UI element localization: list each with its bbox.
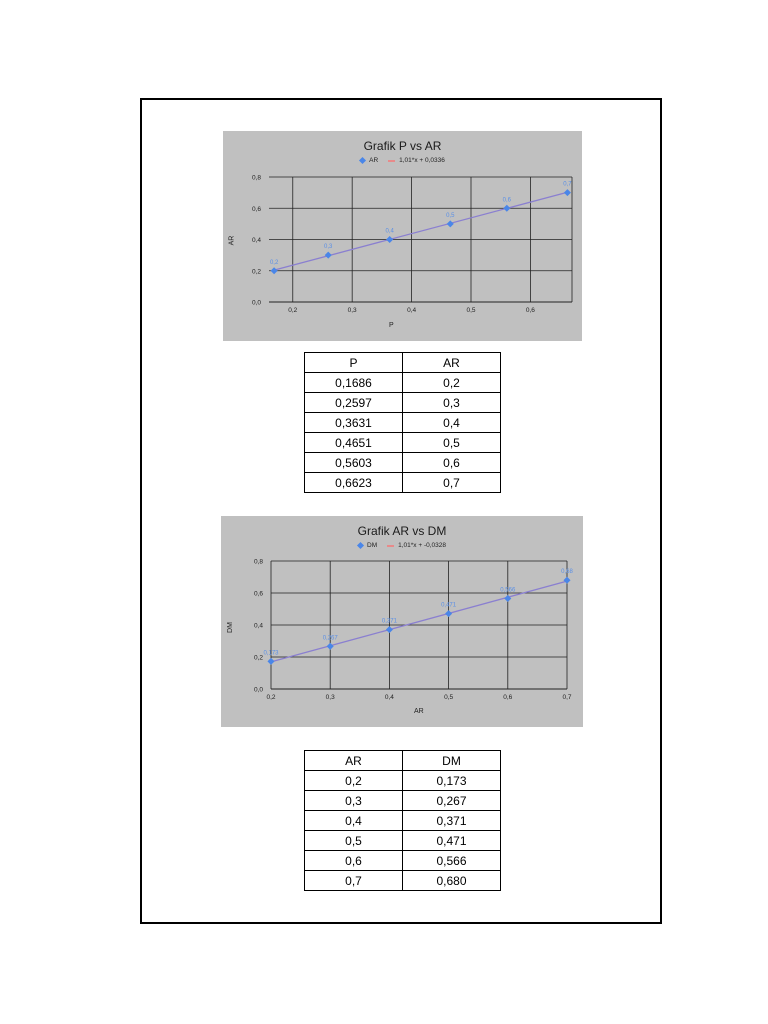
data-point: [327, 643, 334, 650]
data-label: 0,2: [269, 259, 279, 266]
data-table-ar-dm: [304, 750, 501, 891]
chart-title: Grafik P vs AR: [363, 139, 442, 153]
legend-series-label: AR: [369, 157, 379, 164]
data-point: [503, 205, 510, 212]
table-row: [305, 851, 501, 871]
y-tick-label: 0,0: [251, 299, 261, 307]
table-cell: 0,2: [305, 771, 403, 791]
table-cell: 0,371: [403, 811, 501, 831]
table-row: [305, 771, 501, 791]
x-tick-label: 0,4: [384, 694, 394, 701]
table-cell: 0,4: [305, 811, 403, 831]
table-cell: 0,6: [403, 453, 501, 473]
y-axis-title: AR: [228, 235, 236, 246]
table-cell: 0,5: [403, 433, 501, 453]
y-tick-label: 0,2: [253, 654, 263, 662]
y-tick-label: 0,6: [253, 590, 263, 598]
table-row: [305, 811, 501, 831]
x-tick-label: 0,6: [503, 694, 513, 701]
x-axis-title: P: [389, 322, 394, 329]
table-cell: 0,3631: [305, 413, 403, 433]
data-point: [563, 577, 570, 584]
x-tick-label: 0,3: [347, 307, 357, 314]
y-tick-label: 0,2: [251, 268, 261, 276]
x-axis-title: AR: [414, 708, 424, 715]
table-cell: 0,4651: [305, 433, 403, 453]
y-tick-label: 0,8: [251, 174, 261, 182]
table-header-cell: AR: [305, 751, 403, 771]
table-row: [305, 433, 501, 453]
data-label: 0,471: [441, 602, 457, 609]
table-header-cell: AR: [403, 353, 501, 373]
table-cell: 0,3: [403, 393, 501, 413]
x-tick-label: 0,2: [288, 307, 298, 314]
table-row: [305, 393, 501, 413]
x-tick-label: 0,3: [325, 694, 335, 701]
data-label: 0,566: [500, 587, 516, 594]
data-point: [445, 610, 452, 617]
y-tick-label: 0,6: [251, 205, 261, 213]
table-header-row: [305, 751, 501, 771]
data-point: [564, 189, 571, 196]
legend-trendline-label: 1,01*x + -0,0328: [398, 542, 446, 549]
data-point: [325, 252, 332, 259]
table-row: [305, 871, 501, 891]
table-cell: 0,2597: [305, 393, 403, 413]
y-axis-title: DM: [226, 622, 234, 633]
table-cell: 0,1686: [305, 373, 403, 393]
data-point: [386, 626, 393, 633]
table-cell: 0,6: [305, 851, 403, 871]
data-point: [267, 658, 274, 665]
table-cell: 0,7: [305, 871, 403, 891]
data-label: 0,173: [263, 650, 279, 657]
data-label: 0,267: [322, 635, 338, 642]
data-point: [386, 236, 393, 243]
table-cell: 0,4: [403, 413, 501, 433]
y-tick-label: 0,8: [253, 558, 263, 566]
x-tick-label: 0,5: [444, 694, 454, 701]
table-cell: 0,267: [403, 791, 501, 811]
chart-plot-area: [221, 516, 583, 727]
legend-trendline-label: 1,01*x + 0,0336: [399, 157, 445, 164]
data-label: 0,68: [561, 569, 573, 576]
data-label: 0,3: [324, 244, 333, 251]
data-label: 0,6: [502, 197, 511, 204]
table-cell: 0,680: [403, 871, 501, 891]
table-cell: 0,7: [403, 473, 501, 493]
table-cell: 0,5603: [305, 453, 403, 473]
table-row: [305, 473, 501, 493]
data-label: 0,7: [563, 181, 572, 188]
table-cell: 0,5: [305, 831, 403, 851]
data-label: 0,5: [446, 212, 455, 219]
data-point: [447, 220, 454, 227]
x-tick-label: 0,7: [562, 694, 572, 701]
x-tick-label: 0,6: [525, 307, 535, 314]
data-point: [271, 267, 278, 274]
y-tick-label: 0,4: [251, 237, 261, 244]
table-header-cell: DM: [403, 751, 501, 771]
data-label: 0,4: [385, 228, 394, 235]
table-cell: 0,566: [403, 851, 501, 871]
table-cell: 0,471: [403, 831, 501, 851]
table-cell: 0,6623: [305, 473, 403, 493]
x-tick-label: 0,4: [407, 307, 417, 314]
table-row: [305, 453, 501, 473]
table-row: [305, 373, 501, 393]
data-label: 0,371: [381, 618, 397, 625]
y-tick-label: 0,0: [253, 686, 263, 694]
data-table-p-ar: [304, 352, 501, 493]
x-tick-label: 0,2: [266, 694, 276, 701]
chart-ar-vs-dm: [221, 516, 583, 727]
table-header-cell: P: [305, 353, 403, 373]
chart-p-vs-ar: [223, 131, 582, 341]
table-header-row: [305, 353, 501, 373]
trendline: [274, 192, 567, 270]
table-row: [305, 831, 501, 851]
chart-title: Grafik AR vs DM: [357, 524, 447, 538]
x-tick-label: 0,5: [466, 307, 476, 314]
y-tick-label: 0,4: [253, 622, 263, 630]
table-row: [305, 413, 501, 433]
table-cell: 0,173: [403, 771, 501, 791]
table-cell: 0,2: [403, 373, 501, 393]
table-row: [305, 791, 501, 811]
table-cell: 0,3: [305, 791, 403, 811]
chart-plot-area: [223, 131, 582, 341]
legend-series-label: DM: [367, 542, 378, 549]
